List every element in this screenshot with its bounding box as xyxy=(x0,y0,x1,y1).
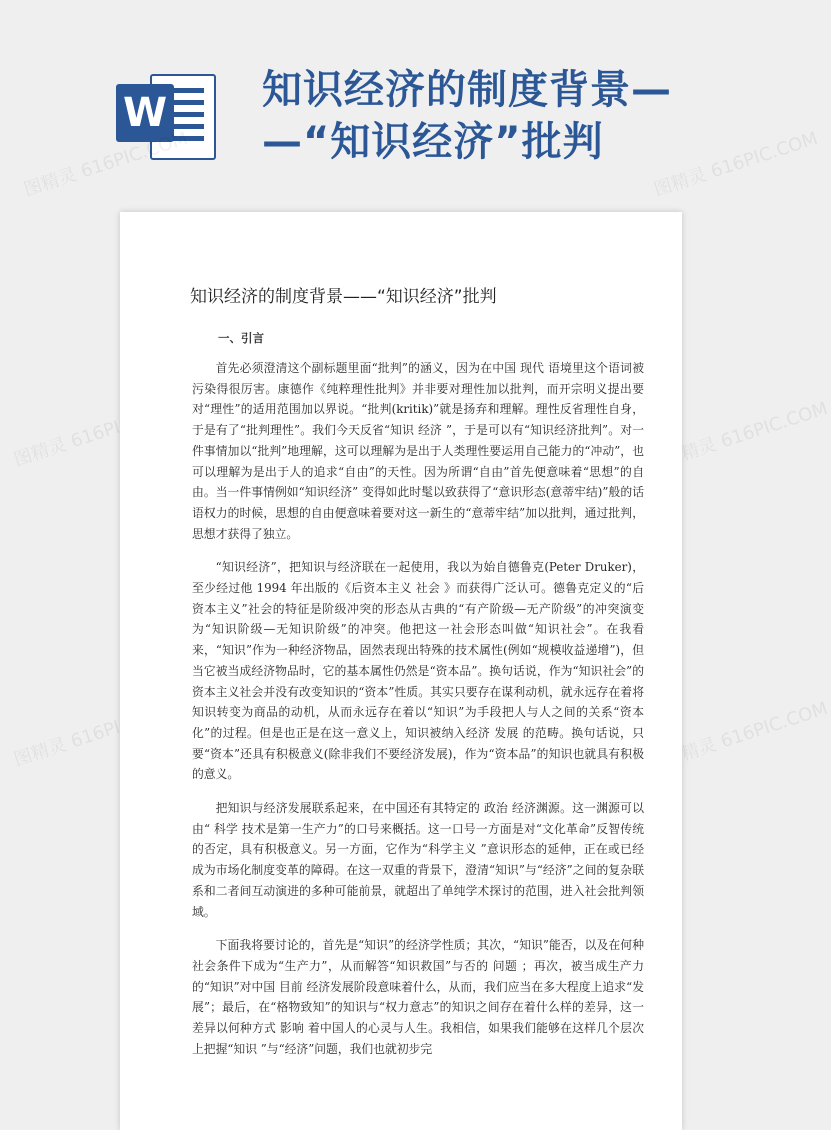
header-banner xyxy=(0,0,800,205)
watermark: 图精灵 616PIC.COM xyxy=(11,698,181,771)
banner-title xyxy=(262,64,742,168)
section-heading: 一、引言 xyxy=(218,331,264,345)
word-logo-letter: W xyxy=(116,84,174,142)
watermark: 图精灵 616PIC.COM xyxy=(651,128,821,201)
document-page xyxy=(120,212,682,1130)
banner-title-line2: —“知识经济”批判 xyxy=(262,119,604,165)
paragraph-4: 下面我将要讨论的，首先是“知识”的经济学性质；其次，“知识”能否，以及在何种社会条件下成为“生产力”，从而解答“知识救国”与否的 问题 ；再次，被当成生产力的“知识”对中国 目前 经济发展阶段意味着什么，从而，我们应当在多大程度上追求“发展”；最后，在“格物致知”的知识与“权力意志”的知识之间存在着什么样的差异，这一差异以何种方式 影响 着中国人的心灵与人生。我相信，如果我们能够在这样几个层次上把握“知识 ”与“经济”问题，我们也就初步完 xyxy=(192,938,644,1056)
watermark: 图精灵 616PIC.COM xyxy=(11,398,181,471)
document-title: 知识经济的制度背景——“知识经济”批判 xyxy=(190,287,497,307)
watermark: 图精灵 616PIC.COM xyxy=(21,128,191,201)
paragraph-1: 首先必须澄清这个副标题里面“批判”的涵义，因为在中国 现代 语境里这个语词被污染得很厉害。康德作《纯粹理性批判》并非要对理性加以批判，而开宗明义提出要对“理性”的适用范围加以界说。“批判(kritik)”就是扬弃和理解。理性反省理性自身，于是有了“批判理性”。我们今天反省“知识 经济 ”，于是可以有“知识经济批判”。对一件事情加以“批判”地理解，这可以理解为是出于人类理性要运用自己能力的“冲动”，也可以理解为是出于人的追求“自由”的天性。因为所谓“自由”首先便意味着“思想”的自由。当一件事情例如“知识经济” 变得如此时髦以致获得了“意识形态(意蒂牢结)”般的话语权力的时候，思想的自由便意味着要对这一新生的“意蒂牢结”加以批判，通过批判，思想才获得了独立。 xyxy=(192,361,644,541)
document-body xyxy=(192,358,644,1073)
word-document-icon xyxy=(116,70,218,160)
watermark: 图精灵 616PIC.COM xyxy=(661,398,831,471)
paragraph-2: “知识经济”，把知识与经济联在一起使用，我以为始自德鲁克(Peter Druker)，至少经过他 1994 年出版的《后资本主义 社会 》而获得广泛认可。德鲁克定义的“后资本主义”社会的特征是阶级冲突的形态从古典的“有产阶级—无产阶级”的冲突演变为“知识阶级—无知识阶级”的冲突。他把这一社会形态叫做“知识社会”。在我看来，“知识”作为一种经济物品，固然表现出特殊的技术属性(例如“规模收益递增”)，但当它被当成经济物品时，它的基本属性仍然是“资本品”。换句话说，作为“知识社会”的资本主义社会并没有改变知识的“资本”性质。其实只要存在谋利动机，就永远存在着将知识转变为商品的动机，从而永远存在着以“知识”为手段把人与人之间的关系“资本化”的过程。但是也正是在这一意义上，知识被纳入经济 发展 的范畴。换句话说，只要“资本”还具有积极意义(除非我们不要经济发展)，作为“资本品”的知识也就具有积极的意义。 xyxy=(192,560,644,782)
paragraph-3: 把知识与经济发展联系起来，在中国还有其特定的 政治 经济渊源。这一渊源可以由“ 科学 技术是第一生产力”的口号来概括。这一口号一方面是对“文化革命”反智传统的否定，具有积极意义。另一方面，它作为“科学主义 ”意识形态的延伸，正在或已经成为市场化制度变革的障碍。在这一双重的背景下，澄清“知识”与“经济”之间的复杂联系和二者间互动演进的多种可能前景，就超出了单纯学术探讨的范围，进入社会批判领域。 xyxy=(192,801,644,919)
watermark: 图精灵 616PIC.COM xyxy=(661,698,831,771)
banner-title-line1: 知识经济的制度背景— xyxy=(262,67,672,113)
